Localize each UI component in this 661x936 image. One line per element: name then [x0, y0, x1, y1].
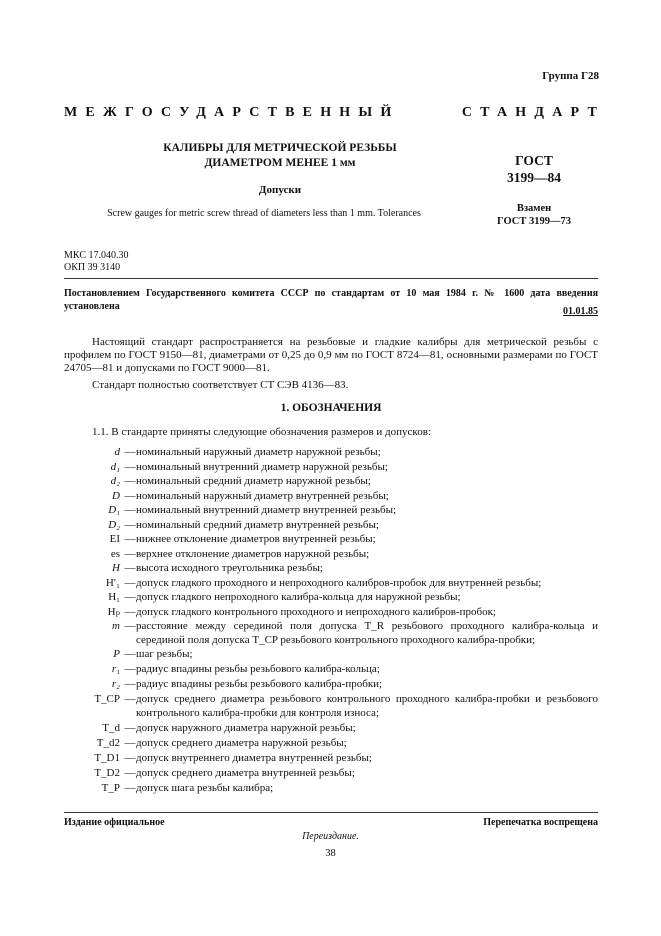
term-definition: высота исходного треугольника резьбы; [136, 562, 323, 574]
official-edition: Издание официальное [64, 817, 165, 828]
term-definition: нижнее отклонение диаметров внутренней резьбы; [136, 533, 376, 545]
term-symbol: H [112, 562, 120, 574]
intro-paragraph: Настоящий стандарт распространяется на резьбовые и гладкие калибры для метрической резьбы с профилем по ГОСТ 9150—81, диаметрами от 0,25 до 0,9 мм по ГОСТ 8724—81, основными размерами по ГОСТ 24705—81 и допусками по ГОСТ 9000—81. [64, 336, 598, 375]
footer-divider [64, 812, 598, 813]
term-symbol: D [112, 489, 120, 502]
term-symbol: T_D1 [94, 752, 120, 764]
term-symbol: r₁ [111, 663, 120, 675]
term-definition: шаг резьбы; [136, 648, 193, 660]
term-definition: номинальный наружный диаметр наружной резьбы; [136, 446, 381, 458]
list-item: H — высота исходного треугольника резьбы; [64, 562, 598, 576]
group-code: Группа Г28 [542, 70, 599, 82]
term-symbol: P [113, 648, 120, 660]
term-symbol: r₂ [111, 678, 120, 690]
replaced-label: Взамен [516, 203, 552, 214]
decree-text: Постановлением Государственного комитета СССР по стандартам от 10 мая 1984 г. № 1600 дата введения установлена [64, 288, 598, 312]
list-item: d₁ — номинальный внутренний диаметр наружной резьбы; [64, 461, 598, 475]
replaced-standard [470, 202, 598, 228]
term-definition: допуск среднего диаметра наружной резьбы; [136, 737, 347, 749]
interstate-label: МЕЖГОСУДАРСТВЕННЫЙ [64, 105, 400, 120]
term-symbol: d₁ [110, 460, 120, 473]
list-item: Hₚ — допуск гладкого контрольного проходного и непроходного калибров-пробок; [64, 606, 598, 620]
section-lead: 1.1. В стандарте приняты следующие обозначения размеров и допусков: [92, 426, 431, 438]
list-item: D₂ — номинальный средний диаметр внутренней резьбы; [64, 519, 598, 533]
term-definition: расстояние между серединой поля допуска T_R резьбового проходного калибра-кольца и серединой поля допуска T_CP резьбового контрольного проходного калибра-пробки; [136, 620, 598, 646]
english-title: Screw gauges for metric screw thread of diameters less than 1 mm. Tolerances [107, 208, 421, 219]
term-definition: допуск внутреннего диаметра внутренней резьбы; [136, 752, 372, 764]
term-definition: допуск шага резьбы калибра; [136, 782, 274, 794]
title-line-2: ДИАМЕТРОМ МЕНЕЕ 1 мм [204, 157, 356, 169]
effective-date: 01.01.85 [563, 306, 598, 317]
term-symbol: d [114, 446, 120, 458]
mks-code: МКС 17.040.30 [64, 250, 129, 261]
list-item: es — верхнее отклонение диаметров наружной резьбы; [64, 548, 598, 562]
list-item: EI — нижнее отклонение диаметров внутренней резьбы; [64, 533, 598, 547]
term-symbol: m [112, 620, 120, 632]
gost-number: 3199—84 [507, 170, 561, 185]
term-definition: номинальный средний диаметр наружной резьбы; [136, 475, 371, 487]
document-title [120, 141, 440, 171]
term-symbol: T_D2 [94, 767, 120, 779]
term-symbol: d₂ [110, 475, 120, 487]
term-symbol: D₂ [108, 518, 120, 531]
list-item: T_P — допуск шага резьбы калибра; [64, 782, 598, 796]
term-definition: верхнее отклонение диаметров наружной резьбы; [136, 547, 370, 560]
term-symbol: T_P [101, 782, 120, 794]
term-definition: допуск среднего диаметра внутренней резьбы; [136, 767, 355, 779]
term-symbol: EI [109, 533, 120, 545]
reprint-prohibited: Перепечатка воспрещена [483, 817, 598, 828]
term-symbol: D₁ [108, 504, 120, 516]
term-definition: допуск среднего диаметра резьбового контрольного проходного калибра-пробки и резьбового контрольного калибра-пробки для контроля износа; [136, 693, 598, 719]
title-line-1: КАЛИБРЫ ДЛЯ МЕТРИЧЕСКОЙ РЕЗЬБЫ [163, 142, 397, 154]
term-definition: номинальный внутренний диаметр наружной резьбы; [136, 460, 388, 473]
list-item: P — шаг резьбы; [64, 648, 598, 662]
term-symbol: Hₚ [107, 605, 120, 618]
list-item: m — расстояние между серединой поля допуска T_R резьбового проходного калибра-кольца и серединой поля допуска T_CP резьбового контрольного проходного калибра-пробки; [64, 620, 598, 647]
list-item: T_d — допуск наружного диаметра наружной резьбы; [64, 722, 598, 736]
term-definition: радиус впадины резьбы резьбового калибра-кольца; [136, 663, 380, 675]
reissue-note: Переиздание. [302, 831, 359, 842]
term-symbol: H′₁ [105, 576, 120, 589]
term-definition: допуск наружного диаметра наружной резьбы; [136, 722, 356, 734]
page-number: 38 [325, 848, 336, 859]
classification-codes [64, 250, 128, 274]
term-symbol: T_d2 [96, 737, 120, 749]
term-definition: номинальный внутренний диаметр внутренней резьбы; [136, 504, 397, 516]
list-item: T_D2 — допуск среднего диаметра внутренней резьбы; [64, 767, 598, 781]
list-item: d₂ — номинальный средний диаметр наружной резьбы; [64, 475, 598, 489]
term-definition: допуск гладкого непроходного калибра-кольца для наружной резьбы; [136, 591, 461, 603]
list-item: T_CP — допуск среднего диаметра резьбового контрольного проходного калибра-пробки и резьбового контрольного калибра-пробки для контроля износа; [64, 693, 598, 720]
term-definition: номинальный наружный диаметр внутренней резьбы; [136, 489, 389, 502]
list-item: D₁ — номинальный внутренний диаметр внутренней резьбы; [64, 504, 598, 518]
term-definition: радиус впадины резьбы резьбового калибра-пробки; [136, 678, 383, 690]
gost-label: ГОСТ [515, 153, 553, 168]
term-definition: допуск гладкого проходного и непроходного калибров-пробок для внутренней резьбы; [136, 576, 542, 589]
okp-code: ОКП 39 3140 [64, 262, 121, 273]
list-item: T_d2 — допуск среднего диаметра наружной резьбы; [64, 737, 598, 751]
term-symbol: T_d [102, 722, 120, 734]
term-definition: допуск гладкого контрольного проходного и непроходного калибров-пробок; [136, 605, 496, 618]
header-divider [64, 278, 598, 279]
standard-label: СТАНДАРТ [461, 105, 605, 120]
list-item: r₂ — радиус впадины резьбы резьбового калибра-пробки; [64, 678, 598, 692]
term-definition: номинальный средний диаметр внутренней резьбы; [136, 518, 379, 531]
intro-compliance: Стандарт полностью соответствует СТ СЭВ 4136—83. [92, 379, 349, 391]
gost-designation [498, 152, 570, 186]
term-symbol: es [110, 547, 120, 560]
list-item: H′₁ — допуск гладкого проходного и непроходного калибров-пробок для внутренней резьбы; [64, 577, 598, 591]
document-subtitle: Допуски [258, 184, 302, 196]
list-item: D — номинальный наружный диаметр внутренней резьбы; [64, 490, 598, 504]
term-symbol: H₁ [108, 591, 120, 603]
replaced-number: ГОСТ 3199—73 [497, 216, 571, 227]
list-item: T_D1 — допуск внутреннего диаметра внутренней резьбы; [64, 752, 598, 766]
list-item: r₁ — радиус впадины резьбы резьбового калибра-кольца; [64, 663, 598, 677]
list-item: d — номинальный наружный диаметр наружной резьбы; [64, 446, 598, 460]
list-item: H₁ — допуск гладкого непроходного калибра-кольца для наружной резьбы; [64, 591, 598, 605]
section-heading: 1. ОБОЗНАЧЕНИЯ [280, 402, 382, 414]
term-symbol: T_CP [94, 693, 120, 705]
